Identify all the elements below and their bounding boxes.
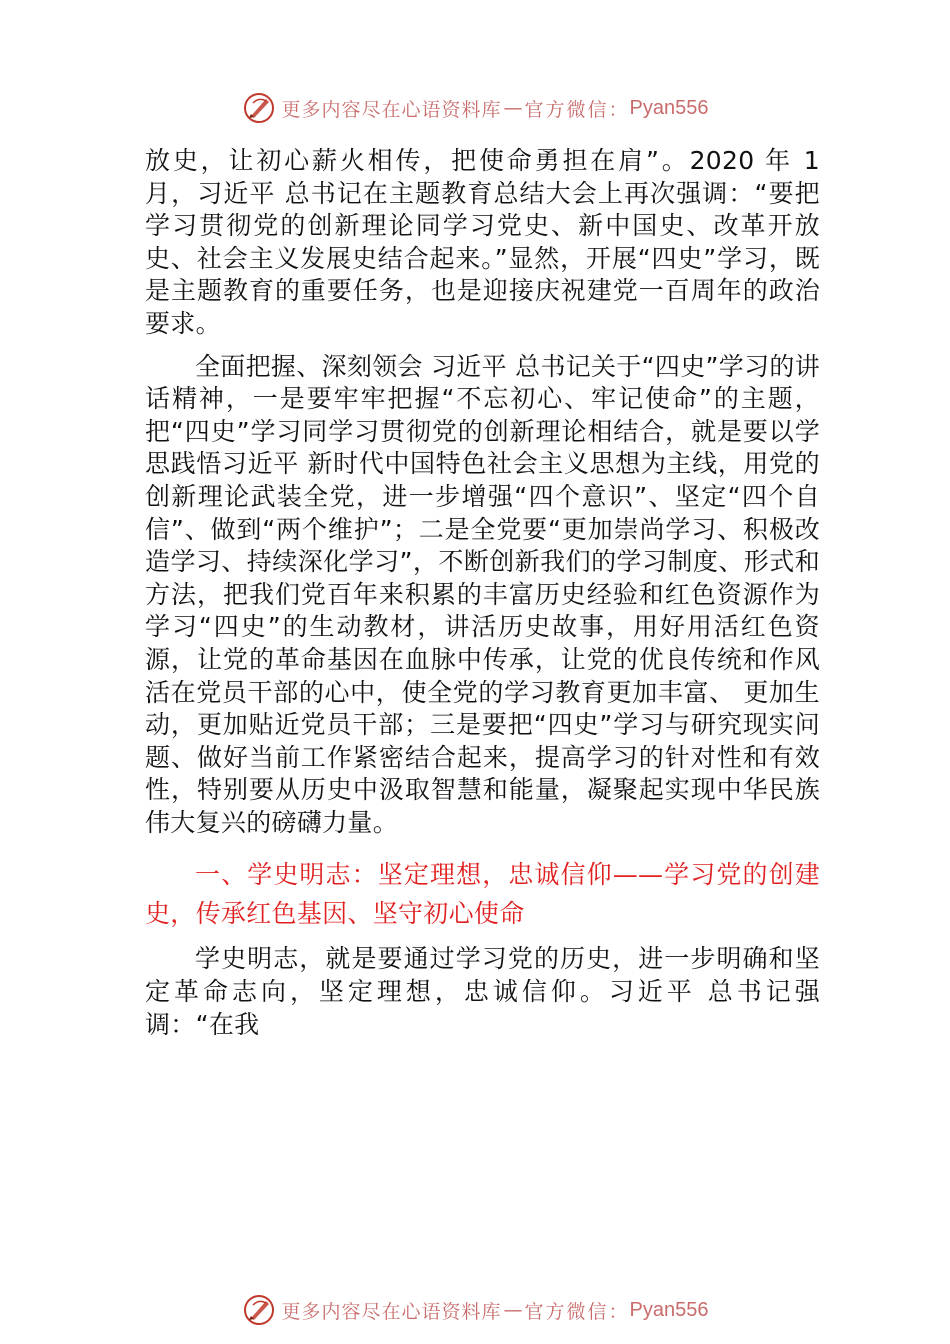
paragraph-four-histories: 全面把握、深刻领会 习近平 总书记关于“四史”学习的讲话精神，一是要牢牢把握“不忘初心、牢记使命”的主题，把“四史”学习同学习贯彻党的创新理论相结合，就是要以学思践悟习近平 新时代中国特色社会主义思想为主线，用党的创新理论武装全党，进一步增强“四个意识”、坚定“四个自信”、做到“两个维护”；二是全党要“更加崇尚学习、积极改造学习、持续深化学习”，不断创新我们的学习制度、形式和方法，把我们党百年来积累的丰富历史经验和红色资源作为学习“四史”的生动教材，讲活历史故事，用好用活红色资源，让党的革命基因在血脉中传承，让党的优良传统和作风活在党员干部的心中，使全党的学习教育更加丰富、 更加生动，更加贴近党员干部；三是要把“四史”学习与研究现实问题、做好当前工作紧密结合起来，提高学习的针对性和有效性，特别要从历史中汲取智慧和能量，凝聚起实现中华民族伟大复兴的磅礴力量。 bbox=[145, 351, 820, 837]
header-watermark-banner bbox=[0, 88, 950, 128]
banner-brand-text: 更多内容尽在心语资料库 bbox=[281, 98, 502, 121]
banner-dash: — bbox=[503, 1299, 523, 1321]
banner-wechat-label: 官方微信： bbox=[524, 1300, 630, 1323]
quill-seal-logo-icon bbox=[242, 91, 276, 125]
paragraph-learn-history: 学史明志，就是要通过学习党的历史，进一步明确和坚定革命志向，坚定理想，忠诚信仰。习近平 总书记强调：“在我 bbox=[145, 944, 820, 1039]
document-body bbox=[145, 145, 820, 1051]
banner-wechat-label: 官方微信： bbox=[524, 98, 630, 121]
banner-brand-text: 更多内容尽在心语资料库 bbox=[281, 1300, 502, 1323]
quill-seal-logo-icon bbox=[242, 1293, 276, 1327]
banner-wechat-id: Pyan556 bbox=[629, 96, 709, 119]
banner-dash: — bbox=[503, 97, 523, 119]
banner-wechat-id: Pyan556 bbox=[629, 1298, 709, 1321]
footer-watermark-banner bbox=[0, 1290, 950, 1330]
section-heading-one: 一、学史明志：坚定理想，忠诚信仰——学习党的创建史，传承红色基因、坚守初心使命 bbox=[145, 860, 820, 929]
paragraph-continued: 放史，让初心薪火相传，把使命勇担在肩”。2020 年 1 月，习近平 总书记在主题教育总结大会上再次强调：“要把学习贯彻党的创新理论同学习党史、新中国史、改革开放史、社会主义发展史结合起来。”显然，开展“四史”学习，既是主题教育的重要任务，也是迎接庆祝建党一百周年的政治要求。 bbox=[145, 146, 820, 338]
